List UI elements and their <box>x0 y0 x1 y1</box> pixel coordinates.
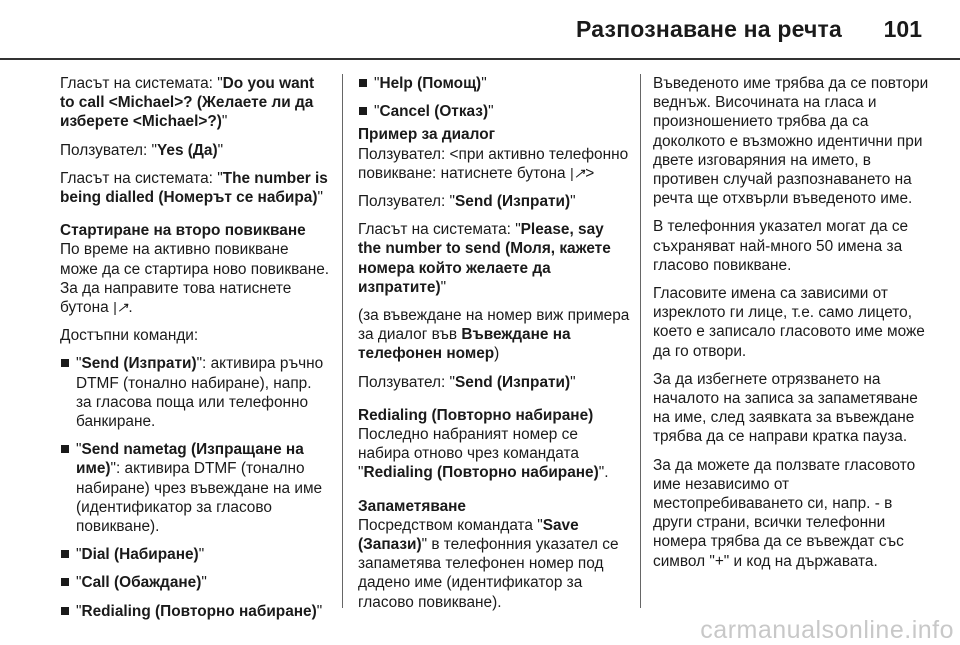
paragraph: За да избегнете отрязването на началото на записа за запаметяване на име, след заявката за въвеждане трябва да се направи кратка пауза. <box>653 370 918 446</box>
bullet-square-icon <box>359 107 367 115</box>
list-item: "Send (Изпрати)": активира ръчно DTMF (тонално набиране), напр. за гласова поща или телефонно банкиране. <box>60 354 330 431</box>
header-rule <box>0 58 960 60</box>
paragraph: За да можете да ползвате гласовото име независимо от местопребиваването си, напр. - в други страни, всички телефонни номера трябва да се въвеждат със символ "+" и код на държавата. <box>653 456 916 570</box>
list-item: "Redialing (Повторно набиране)" <box>60 602 330 621</box>
column-2 <box>358 74 630 621</box>
column-3 <box>653 74 933 580</box>
command-list <box>60 354 330 620</box>
command-list <box>358 74 630 121</box>
column-divider <box>640 74 641 608</box>
list-item: "Call (Обаждане)" <box>60 573 330 592</box>
paragraph: Последно набраният номер се набира отново чрез командата "Redialing (Повторно набиране)". <box>358 426 609 482</box>
paragraph: Достъпни команди: <box>60 327 199 345</box>
paragraph: Въведеното име трябва да се повтори веднъж. Височината на гласа и произношението трябва да са доколкото е възможно идентични при двете изговаряния на името, в противен случай разпознаването на речта ще отхвърли въведеното име. <box>653 75 929 208</box>
page-header <box>0 0 960 58</box>
list-item: "Cancel (Отказ)" <box>358 102 630 121</box>
phone-icon: |↗ <box>112 299 129 316</box>
bullet-square-icon <box>359 79 367 87</box>
paragraph: Гласът на системата: "Please, say the number to send (Моля, кажете номера който желаете да изпратите)" <box>358 221 611 296</box>
list-item: "Help (Помощ)" <box>358 74 630 93</box>
list-item: "Send nametag (Изпращане на име)": активира DTMF (тонално набиране) чрез въвеждане на име (идентификатор за гласово повикване). <box>60 440 330 536</box>
section-heading: Запаметяване <box>358 497 466 515</box>
column-divider <box>342 74 343 608</box>
paragraph: Гласът на системата: "Do you want to call <Michael>? (Желаете ли да изберете <Michael>?)" <box>60 75 315 131</box>
page-title: Разпознаване на речта <box>576 16 842 42</box>
phone-icon: |↗ <box>569 164 586 181</box>
paragraph: Гласовите имена са зависими от изреклото ги лице, т.е. само лицето, което е записало гласовото име може да го отвори. <box>653 285 925 360</box>
watermark: carmanualsonline.info <box>700 616 954 644</box>
paragraph: По време на активно повикване може да се стартира ново повикване. За да направите това натиснете бутона |↗. <box>60 241 330 317</box>
list-item: "Dial (Набиране)" <box>60 545 330 564</box>
bullet-square-icon <box>61 445 69 453</box>
section-heading: Пример за диалог <box>358 126 496 144</box>
section-heading: Стартиране на второ повикване <box>60 222 306 240</box>
paragraph: Посредством командата "Save (Запази)" в телефонния указател се запаметява телефонен номер под дадено име (идентификатор за гласово повикване). <box>358 516 619 611</box>
bullet-square-icon <box>61 607 69 615</box>
paragraph: (за въвеждане на номер виж примера за диалог във Въвеждане на телефонен номер) <box>358 307 630 363</box>
bullet-square-icon <box>61 578 69 586</box>
section-heading: Redialing (Повторно набиране) <box>358 406 594 424</box>
paragraph: Ползувател: <при активно телефонно повикване: натиснете бутона |↗> <box>358 145 629 182</box>
page-number: 101 <box>883 16 922 42</box>
bullet-square-icon <box>61 359 69 367</box>
paragraph: Гласът на системата: "The number is being dialled (Номерът се набира)" <box>60 169 328 207</box>
bullet-square-icon <box>61 550 69 558</box>
paragraph: Ползувател: "Send (Изпрати)" <box>358 373 576 391</box>
paragraph: Ползувател: "Yes (Да)" <box>60 141 224 159</box>
paragraph: В телефонния указател могат да се съхраняват най-много 50 имена за гласово повикване. <box>653 218 909 274</box>
paragraph: Ползувател: "Send (Изпрати)" <box>358 193 576 211</box>
column-1 <box>60 74 330 630</box>
